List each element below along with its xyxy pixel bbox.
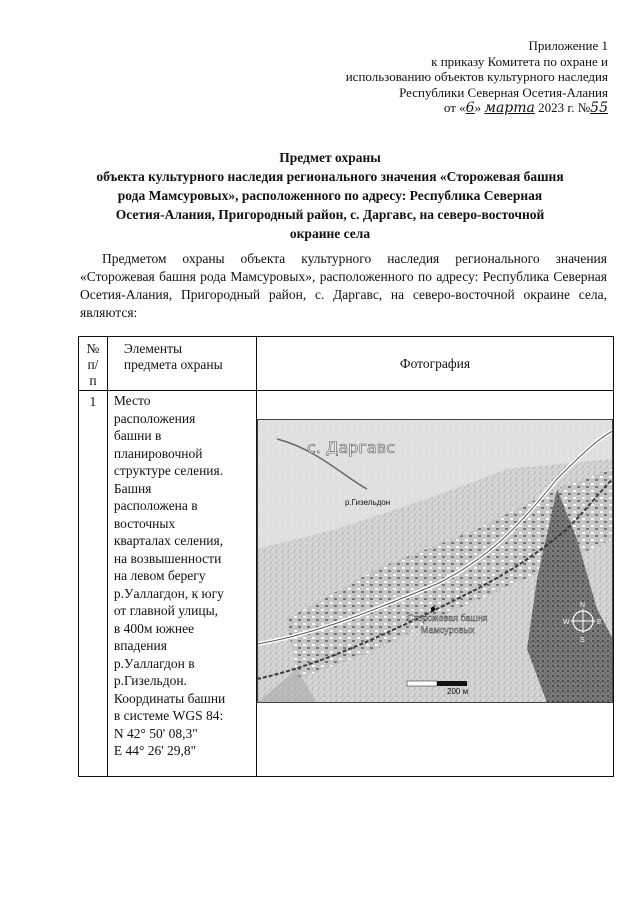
tower-marker	[431, 606, 435, 610]
date-quote-close: »	[474, 100, 482, 115]
element-line: впадения	[113, 638, 167, 653]
element-line: на левом берегу	[113, 568, 206, 583]
date-day: 6	[465, 100, 475, 116]
aerial-photo-image	[257, 419, 613, 703]
header-elements-line: предмета охраны	[123, 357, 223, 372]
header-elements	[107, 337, 256, 391]
protection-table	[78, 336, 614, 777]
date-year: 2023 г. №	[538, 100, 591, 115]
appendix-line-4: Республики Северная Осетия-Алания	[399, 84, 608, 100]
date-month: марта	[484, 100, 535, 116]
table-header-row	[79, 337, 614, 391]
village-label: с. Даргавс	[307, 437, 395, 457]
element-line: р.Уаллагдон в	[113, 655, 195, 671]
header-photo: Фотография	[257, 337, 614, 391]
row-number: 1	[79, 391, 108, 777]
header-num-line: №	[86, 341, 100, 356]
element-line: от главной улицы,	[113, 603, 219, 618]
title-line-4: Осетия-Алания, Пригородный район, с. Даргавс, на северо-восточной	[115, 207, 545, 222]
element-line: на возвышенности	[113, 550, 222, 566]
table-row	[79, 391, 614, 777]
element-line: в системе WGS 84:	[113, 708, 224, 723]
element-line: структуре селения.	[113, 463, 224, 478]
appendix-line-3: использованию объектов культурного наследия	[345, 69, 608, 84]
title-line-5: окраине села	[289, 226, 371, 241]
element-line: расположения	[113, 410, 196, 426]
scale-label: 200 м	[447, 686, 469, 696]
element-line: расположена в	[113, 498, 198, 513]
tower-label-line-1: Сторожевая башня	[407, 612, 488, 623]
header-num-line: п/	[87, 357, 99, 372]
element-line: планировочной	[113, 445, 203, 461]
header-num-line: п	[89, 373, 97, 388]
element-line: Координаты башни	[113, 690, 226, 706]
header-elements-line: Элементы	[123, 341, 183, 356]
row-photo	[257, 391, 614, 777]
title-line-1: Предмет охраны	[279, 150, 381, 165]
element-line: в 400м южнее	[113, 620, 195, 636]
element-line: N 42° 50' 08,3"	[113, 725, 198, 741]
element-line: Башня	[113, 480, 152, 496]
aerial-photo	[257, 419, 613, 703]
tower-label-line-2: Мамсуровых	[421, 624, 475, 635]
order-number: 55	[590, 100, 608, 116]
element-line: р.Гизельдон.	[113, 673, 187, 688]
element-line: E 44° 26' 29,8"	[113, 743, 197, 758]
intro-paragraph	[80, 250, 607, 322]
element-line: р.Уаллагдон, к югу	[113, 585, 224, 601]
appendix-line-1: Приложение 1	[528, 38, 608, 53]
date-prefix: от «	[443, 100, 466, 115]
document-title	[60, 148, 600, 243]
element-line: Место	[113, 393, 151, 408]
title-line-2: объекта культурного наследия регионального значения «Сторожевая башня	[96, 169, 564, 184]
title-line-3: рода Мамсуровых», расположенного по адресу: Республика Северная	[117, 188, 543, 203]
row-elements	[107, 391, 256, 777]
element-line: восточных	[113, 515, 176, 531]
element-line: кварталах селения,	[113, 533, 224, 548]
compass-e: E	[597, 618, 602, 626]
compass-s: S	[580, 636, 585, 644]
compass-n: N	[580, 601, 586, 609]
header-num	[79, 337, 108, 391]
compass-w: W	[563, 618, 570, 626]
appendix-line-2: к приказу Комитета по охране и	[431, 53, 608, 69]
element-line: башни в	[113, 428, 162, 443]
river-label: р.Гизельдон	[345, 497, 391, 507]
intro-text: Предметом охраны объекта культурного наследия регионального значения «Сторожевая башня рода Мамсуровых», расположенного по адресу: Республика Северная Осетия-Алания, Пригородный район, с. Даргавс, на северо-восточной окраине села, являются:	[80, 251, 607, 320]
appendix-header	[346, 38, 608, 117]
appendix-date-line	[346, 100, 608, 117]
